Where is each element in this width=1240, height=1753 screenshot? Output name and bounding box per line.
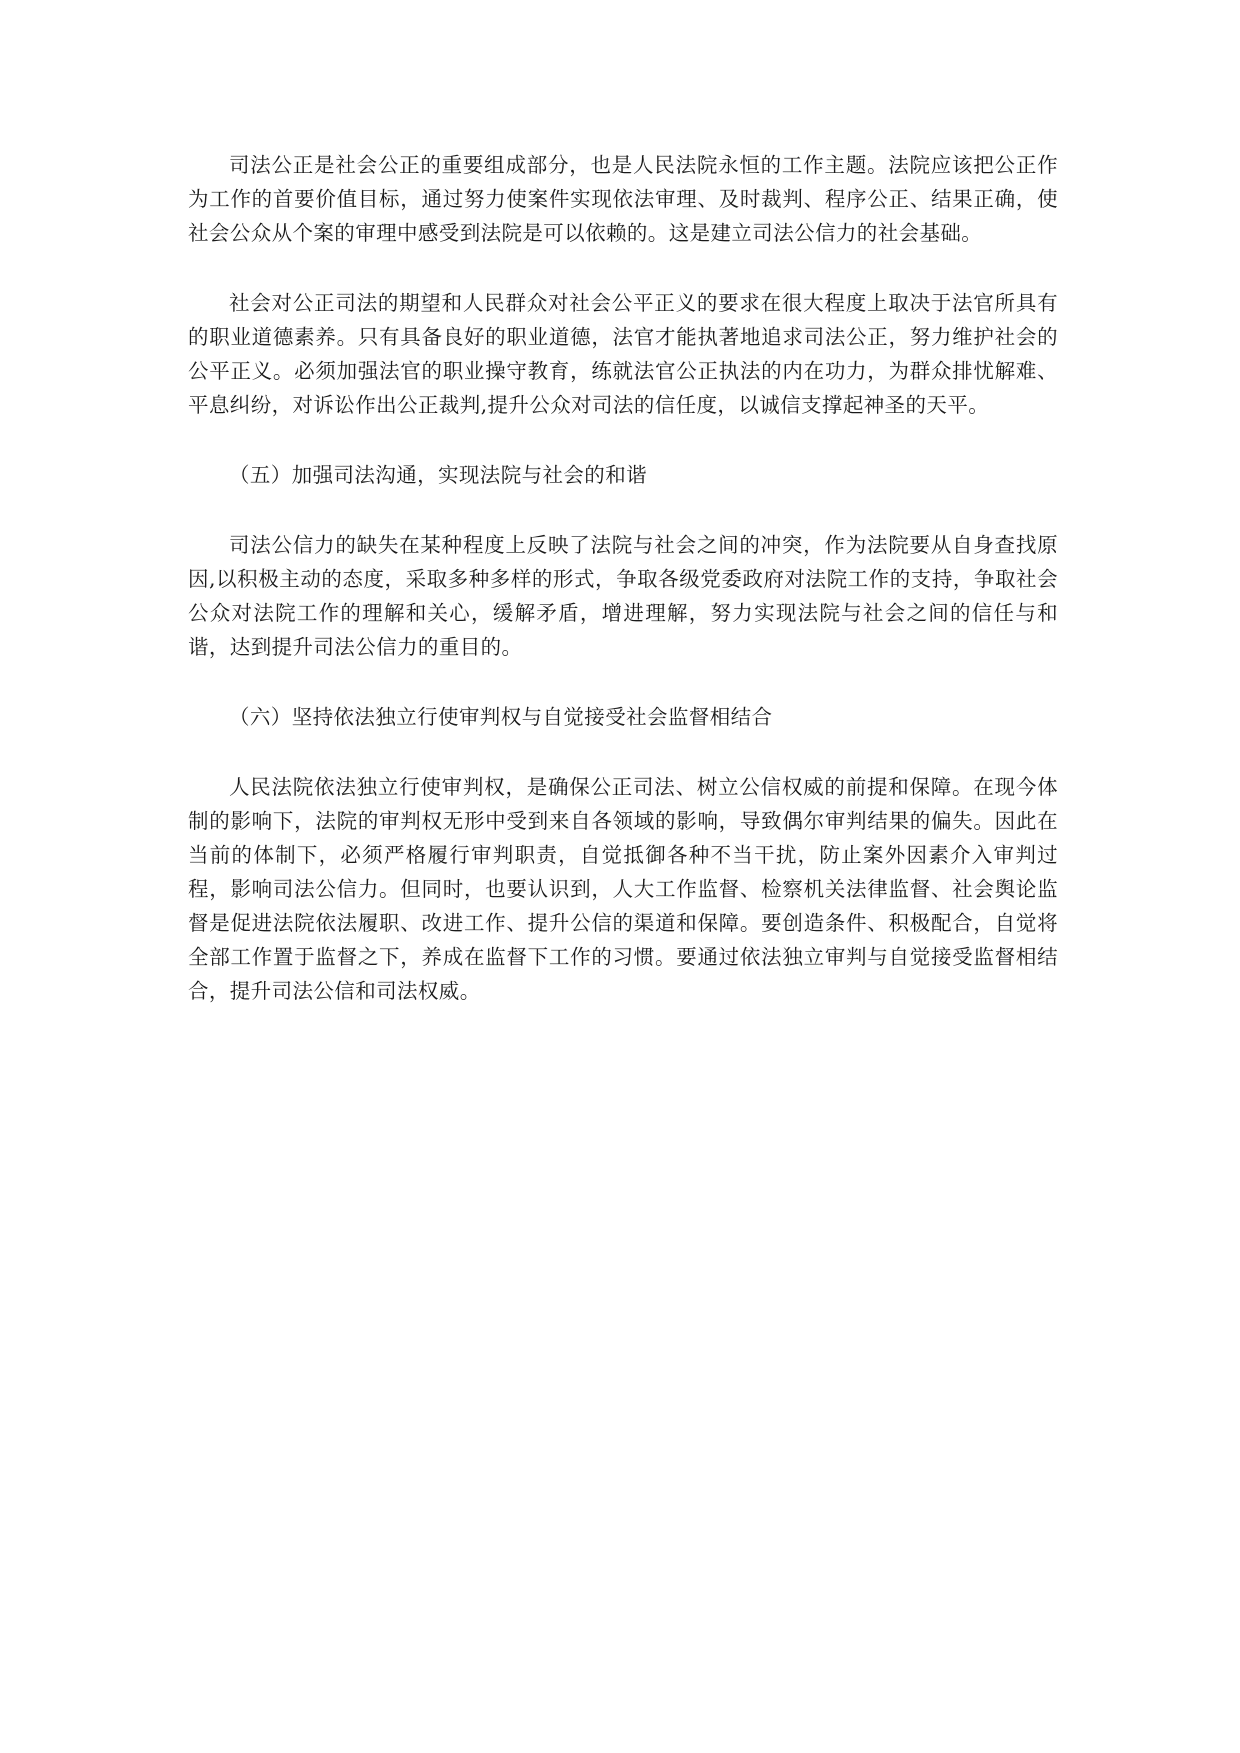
section-heading-five: （五）加强司法沟通，实现法院与社会的和谐 [229, 463, 647, 487]
paragraph-judicial-fairness: 司法公正是社会公正的重要组成部分，也是人民法院永恒的工作主题。法院应该把公正作为工作的首要价值目标，通过努力使案件实现依法审理、及时裁判、程序公正、结果正确，使社会公众从个案的审理中感受到法院是可以依赖的。这是建立司法公信力的社会基础。 [188, 153, 1058, 245]
paragraph-professional-ethics: 社会对公正司法的期望和人民群众对社会公平正义的要求在很大程度上取决于法官所具有的职业道德素养。只有具备良好的职业道德，法官才能执著地追求司法公正，努力维护社会的公平正义。必须加强法官的职业操守教育，练就法官公正执法的内在功力，为群众排忧解难、平息纠纷，对诉讼作出公正裁判,提升公众对司法的信任度，以诚信支撑起神圣的天平。 [188, 291, 1058, 417]
section-heading-six: （六）坚持依法独立行使审判权与自觉接受社会监督相结合 [229, 705, 773, 729]
document-page [188, 148, 1058, 1008]
paragraph-independent-adjudication: 人民法院依法独立行使审判权，是确保公正司法、树立公信权威的前提和保障。在现今体制的影响下，法院的审判权无形中受到来自各领域的影响，导致偶尔审判结果的偏失。因此在当前的体制下，必须严格履行审判职责，自觉抵御各种不当干扰，防止案外因素介入审判过程，影响司法公信力。但同时，也要认识到，人大工作监督、检察机关法律监督、社会舆论监督是促进法院依法履职、改进工作、提升公信的渠道和保障。要创造条件、积极配合，自觉将全部工作置于监督之下，养成在监督下工作的习惯。要通过依法独立审判与自觉接受监督相结合，提升司法公信和司法权威。 [188, 775, 1058, 1003]
paragraph-judicial-communication: 司法公信力的缺失在某种程度上反映了法院与社会之间的冲突，作为法院要从自身查找原因,以积极主动的态度，采取多种多样的形式，争取各级党委政府对法院工作的支持，争取社会公众对法院工作的理解和关心，缓解矛盾，增进理解，努力实现法院与社会之间的信任与和谐，达到提升司法公信力的重目的。 [188, 533, 1058, 659]
